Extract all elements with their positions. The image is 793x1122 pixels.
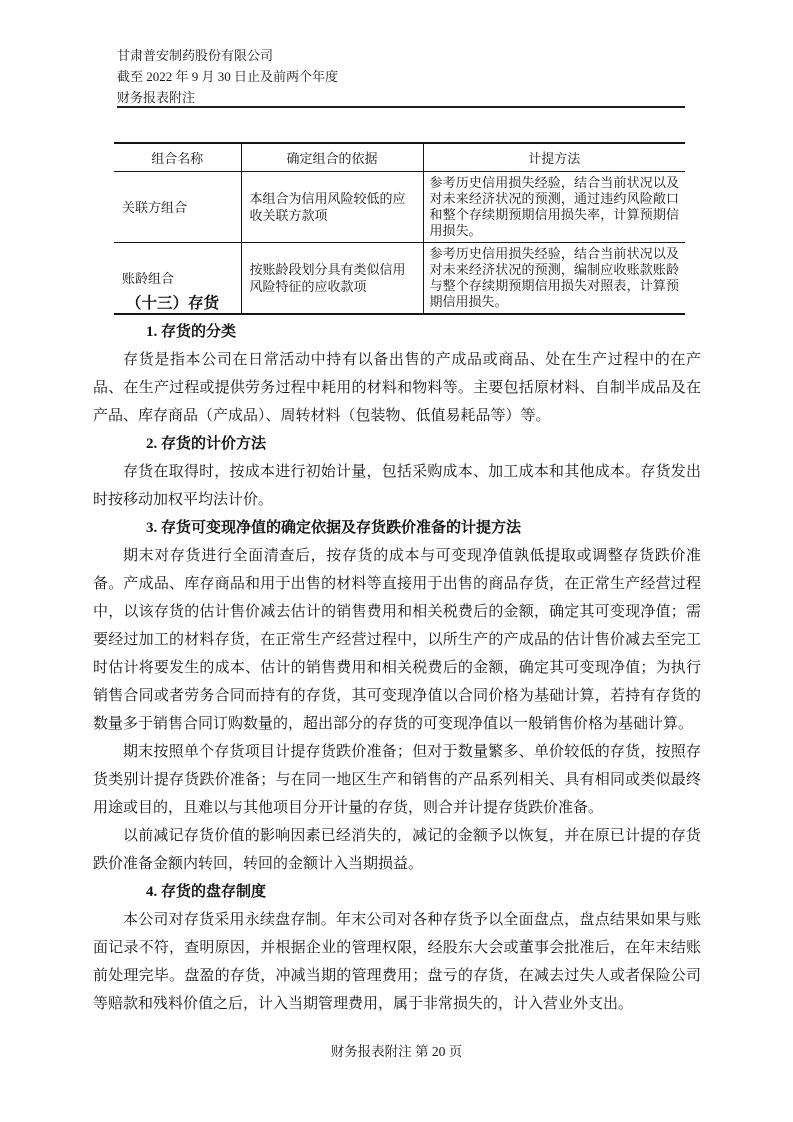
header-divider-line	[117, 106, 685, 108]
company-name: 甘肃普安制药股份有限公司	[117, 48, 274, 63]
paragraph-provision-reversal: 以前减记存货价值的影响因素已经消失的，减记的金额予以恢复，并在原已计提的存货跌价准备金额内转回，转回的金额计入当期损益。	[93, 828, 701, 872]
cell-basis: 按账龄段划分具有类似信用风险特征的应收款项	[241, 243, 423, 315]
column-header-method: 计提方法	[423, 143, 685, 172]
cell-method: 参考历史信用损失经验，结合当前状况以及对未来经济状况的预测，编制应收账款账龄与整个存续期预期信用损失对照表，计算预期信用损失。	[423, 243, 685, 315]
reporting-period: 截至 2022 年 9 月 30 日止及前两个年度	[117, 69, 339, 84]
table-header-row	[114, 143, 685, 172]
cell-basis: 本组合为信用风险较低的应收关联方款项	[241, 172, 423, 243]
cell-method: 参考历史信用损失经验，结合当前状况以及对未来经济状况的预测，通过违约风险敞口和整个存续期预期信用损失率，计算预期信用损失。	[423, 172, 685, 243]
document-title: 财务报表附注	[117, 90, 196, 105]
paragraph-net-realizable-value: 期末对存货进行全面清查后，按存货的成本与可变现净值孰低提取或调整存货跌价准备。产成品、库存商品和用于出售的材料等直接用于出售的商品存货，在正常生产经营过程中，以该存货的估计售价减去估计的销售费用和相关税费后的金额，确定其可变现净值；需要经过加工的材料存货，在正常生产经营过程中，以所生产的产成品的估计售价减去至完工时估计将要发生的成本、估计的销售费用和相关税费后的金额，确定其可变现净值；为执行销售合同或者劳务合同而持有的存货，其可变现净值以合同价格为基础计算，若持有存货的数量多于销售合同订购数量的，超出部分的存货的可变现净值以一般销售价格为基础计算。	[93, 548, 701, 732]
column-header-group-name: 组合名称	[114, 143, 241, 172]
cell-group-name: 账龄组合	[114, 243, 241, 315]
document-body	[93, 290, 701, 1018]
footer-page-number: 财务报表附注 第 20 页	[330, 1044, 463, 1059]
column-header-basis: 确定组合的依据	[241, 143, 423, 172]
subheading-inventory-system: 4. 存货的盘存制度	[146, 884, 267, 900]
paragraph-inventory-system: 本公司对存货采用永续盘存制。年末公司对各种存货予以全面盘点，盘点结果如果与账面记录不符，查明原因，并根据企业的管理权限，经股东大会或董事会批准后，在年末结账前处理完毕。盘盈的存货，冲减当期的管理费用；盘亏的存货，在减去过失人或者保险公司等赔款和残料价值之后，计入当期管理费用，属于非常损失的，计入营业外支出。	[93, 912, 701, 1012]
table-row	[114, 172, 685, 243]
cell-group-name: 关联方组合	[122, 199, 188, 215]
paragraph-inventory-valuation: 存货在取得时，按成本进行初始计量，包括采购成本、加工成本和其他成本。存货发出时按移动加权平均法计价。	[93, 464, 701, 508]
subheading-inventory-classification: 1. 存货的分类	[146, 324, 237, 340]
paragraph-provision-basis: 期末按照单个存货项目计提存货跌价准备；但对于数量繁多、单价较低的存货，按照存货类别计提存货跌价准备；与在同一地区生产和销售的产品系列相关、具有相同或类似最终用途或目的，且难以与其他项目分开计量的存货，则合并计提存货跌价准备。	[93, 744, 701, 816]
subheading-inventory-valuation: 2. 存货的计价方法	[146, 436, 267, 452]
page-footer	[0, 1040, 793, 1060]
document-header	[117, 45, 338, 108]
paragraph-inventory-classification: 存货是指本公司在日常活动中持有以备出售的产成品或商品、处在生产过程中的在产品、在生产过程或提供劳务过程中耗用的材料和物料等。主要包括原材料、自制半成品及在产品、库存商品（产成品）、周转材料（包装物、低值易耗品等）等。	[93, 352, 701, 424]
subheading-net-realizable-value: 3. 存货可变现净值的确定依据及存货跌价准备的计提方法	[146, 520, 522, 536]
section-heading-inventory: （十三）存货	[126, 295, 220, 312]
